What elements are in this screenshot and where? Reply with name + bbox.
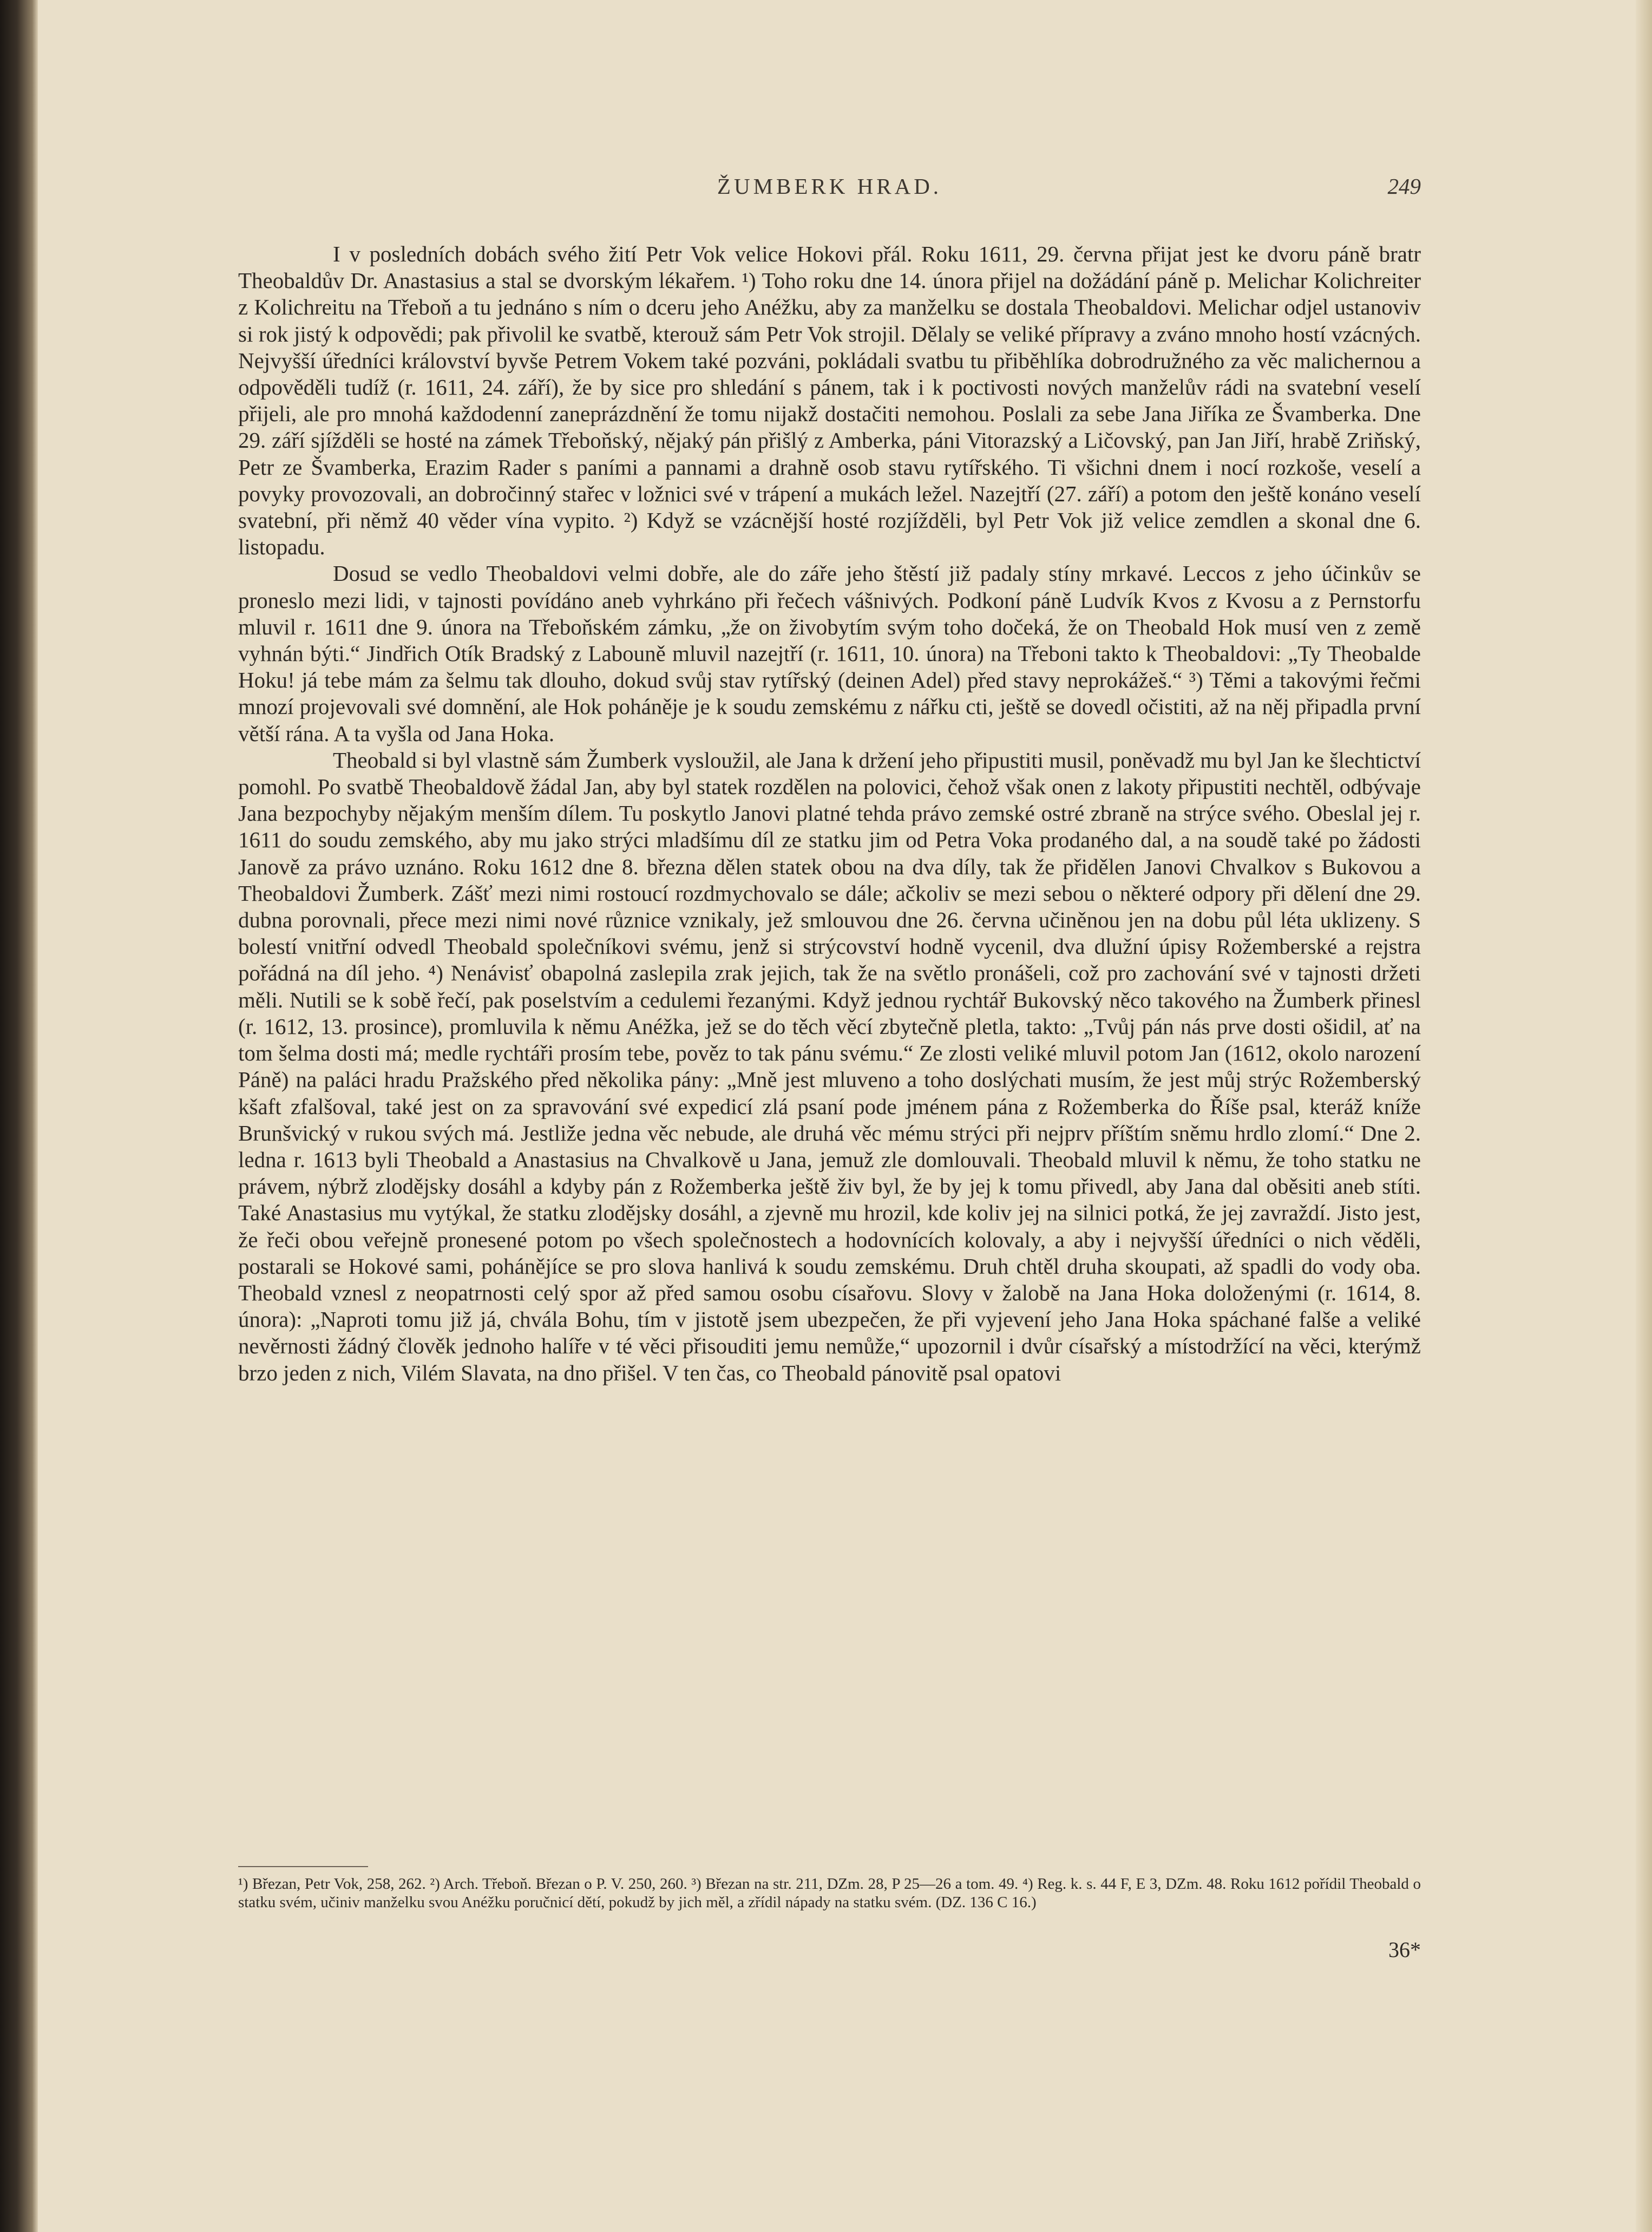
paragraph: Theobald si byl vlastně sám Žumberk vysloužil, ale Jana k držení jeho připustiti musil, poněvadž mu byl Jan ke šlechtictví pomohl. Po svatbě Theobaldově žádal Jan, aby byl statek rozdělen na polovici, čehož však onen z lakoty připustiti nechtěl, odbývaje Jana bezpochyby nějakým menším dílem. Tu poskytlo Janovi platné tehda právo zemské ostré zbraně na strýce svého. Obeslal jej r. 1611 do soudu zemského, aby mu jako strýci mladšímu díl ze statku jim od Petra Voka prodaného dal, a na soudě také po žádosti Janově za právo uznáno. Roku 1612 dne 8. března dělen statek obou na dva díly, tak že přidělen Janovi Chvalkov s Bukovou a Theobaldovi Žumberk. Zášť mezi nimi rostoucí rozdmychovalo se dále; ačkoliv se mezi sebou o některé odpory při dělení dne 29. dubna porovnali, přece mezi nimi nové různice vznikaly, jež smlouvou dne 26. června učiněnou jen na dobu půl léta uklizeny. S bolestí vnitřní odvedl Theobald společníkovi svému, jenž si strýcovství hodně vycenil, dva dlužní úpisy Rožemberské a rejstra pořádná na díl jeho. ⁴) Nenávisť obapolná zaslepila zrak jejich, tak že na světlo pronášeli, což pro zachování své v tajnosti držeti měli. Nutili se k sobě řečí, pak poselstvím a cedulemi řezanými. Když jednou rychtář Bukovský něco takového na Žumberk přinesl (r. 1612, 13. prosince), promluvila k němu Anéžka, jež se do těch věcí zbytečně pletla, takto: „Tvůj pán nás prve dosti ošidil, ať na tom šelma dosti má; medle rychtáři prosím tebe, pověz to tak pánu svému.“ Ze zlosti veliké mluvil potom Jan (1612, okolo narození Páně) na paláci hradu Pražského před několika pány: „Mně jest mluveno a toho doslýchati musím, že jest můj strýc Rožemberský kšaft zfalšoval, také jest on za spravování své expedicí zlá psaní pode jménem pána z Rožemberka do Říše psal, kteráž kníže Brunšvický v rukou svých má. Jestliže jedna věc nebude, ale druhá věc mému strýci při nejprv příštím sněmu hrdlo zlomí.“ Dne 2. ledna r. 1613 byli Theobald a Anastasius na Chvalkově u Jana, jemuž zle domlouvali. Theobald mluvil k němu, že toho statku ne právem, nýbrž zlodějsky dosáhl a kdyby pán z Rožemberka ještě živ byl, že by jej k tomu přivedl, aby Jana dal oběsiti aneb stíti. Také Anastasius mu vytýkal, že statku zlodějsky dosáhl, a zjevně mu hrozil, kde koliv jej na silnici potká, že jej zavraždí. Jisto jest, že řeči obou veřejně pronesené potom po všech společnostech a hodovnících kolovaly, a aby i nejvyšší úředníci o nich věděli, postarali se Hokové sami, pohánějíce se pro slova hanlivá k soudu zemskému. Druh chtěl druha skoupati, až spadli do vody oba. Theobald vznesl z neopatrnosti celý spor až před samou osobu císařovu. Slovy v žalobě na Jana Hoka doloženými (r. 1614, 8. února): „Naproti tomu již já, chvála Bohu, tím v jistotě jsem ubezpečen, že při vyjevení jeho Jana Hoka spáchané falše a veliké nevěrnosti žádný člověk jednoho halíře v té věci přisouditi jemu nemůže,“ upozornil i dvůr císařský a místodržící na věci, kterýmž brzo jeden z nich, Vilém Slavata, na dno přišel. V ten čas, co Theobald pánovitě psal opatovi xyxy=(238,747,1421,1385)
footnote-rule xyxy=(238,1866,368,1867)
page-edge xyxy=(1636,0,1652,2232)
paragraph: I v posledních dobách svého žití Petr Vok velice Hokovi přál. Roku 1611, 29. června přijat jest ke dvoru páně bratr Theobaldův Dr. Anastasius a stal se dvorským lékařem. ¹) Toho roku dne 14. února přijel na dožádání páně p. Melichar Kolichreiter z Kolichreitu na Třeboň a tu jednáno s ním o dceru jeho Anéžku, aby za manželku se dostala Theobaldovi. Melichar odjel ustanoviv si rok jistý k odpovědi; pak přivolil ke svatbě, kterouž sám Petr Vok strojil. Dělaly se veliké přípravy a zváno mnoho hostí vzácných. Nejvyšší úředníci království byvše Petrem Vokem také pozváni, pokládali svatbu tu přiběhlíka dobrodružného za věc malichernou a odpověděli tudíž (r. 1611, 24. září), že by sice pro shledání s pánem, tak i k poctivosti nových manželův rádi na svatební veselí přijeli, ale pro mnohá každodenní zaneprázdnění že tomu nijakž dostačiti nemohou. Poslali za sebe Jana Jiříka ze Švamberka. Dne 29. září sjížděli se hosté na zámek Třeboňský, nějaký pán přišlý z Amberka, páni Vitorazský a Ličovský, pan Jan Jiří, hrabě Zriňský, Petr ze Švamberka, Erazim Rader s paními a pannami a drahně osob stavu rytířského. Ti všichni dnem i nocí rozkoše, veselí a povyky provozovali, an dobročinný stařec v ložnici své v trápení a mukách ležel. Nazejtří (27. září) a potom den ještě konáno veselí svatební, při němž 40 věder vína vypito. ²) Když se vzácnější hosté rozjížděli, byl Petr Vok již velice zemdlen a skonal dne 6. listopadu. xyxy=(238,241,1421,560)
page-number: 249 xyxy=(1387,174,1421,199)
page-header xyxy=(238,173,1421,211)
body-text xyxy=(238,241,1421,1386)
running-title: ŽUMBERK HRAD. xyxy=(717,174,942,199)
paragraph: Dosud se vedlo Theobaldovi velmi dobře, ale do záře jeho štěstí již padaly stíny mrkavé. Leccos z jeho účinkův se proneslo mezi lidi, v tajnosti povídáno aneb vyhrkáno při řečech vášnivých. Podkoní páně Ludvík Kvos z Kvosu a z Pernstorfu mluvil r. 1611 dne 9. února na Třeboňském zámku, „že on živobytím svým toho dočeká, že on Theobald Hok musí ven z země vyhnán býti.“ Jindřich Otík Bradský z Labouně mluvil nazejtří (r. 1611, 10. února) na Třeboni takto k Theobaldovi: „Ty Theobalde Hoku! já tebe mám za šelmu tak dlouho, dokud svůj stav rytířský (deinen Adel) před stavy neprokážeš.“ ³) Těmi a takovými řečmi mnozí projevovali své domnění, ale Hok poháněje je k soudu zemskému z nářku cti, ještě se dovedl očistiti, až na něj připadla první větší rána. A ta vyšla od Jana Hoka. xyxy=(238,561,1421,746)
footnote-text: ¹) Březan, Petr Vok, 258, 262. ²) Arch. Třeboň. Březan o P. V. 250, 260. ³) Březan na str. 211, DZm. 28, P 25—26 a tom. 49. ⁴) Reg. k. s. 44 F, E 3, DZm. 48. Roku 1612 pořídil Theobald o statku svém, učiniv manželku svou Anéžku poručnicí dětí, pokudž by jich měl, a zřídil nápady na statku svém. (DZ. 136 C 16.) xyxy=(238,1875,1421,1911)
footnotes xyxy=(238,1875,1421,1912)
binding-gutter xyxy=(0,0,38,2232)
signature-mark: 36* xyxy=(1388,1938,1421,1962)
